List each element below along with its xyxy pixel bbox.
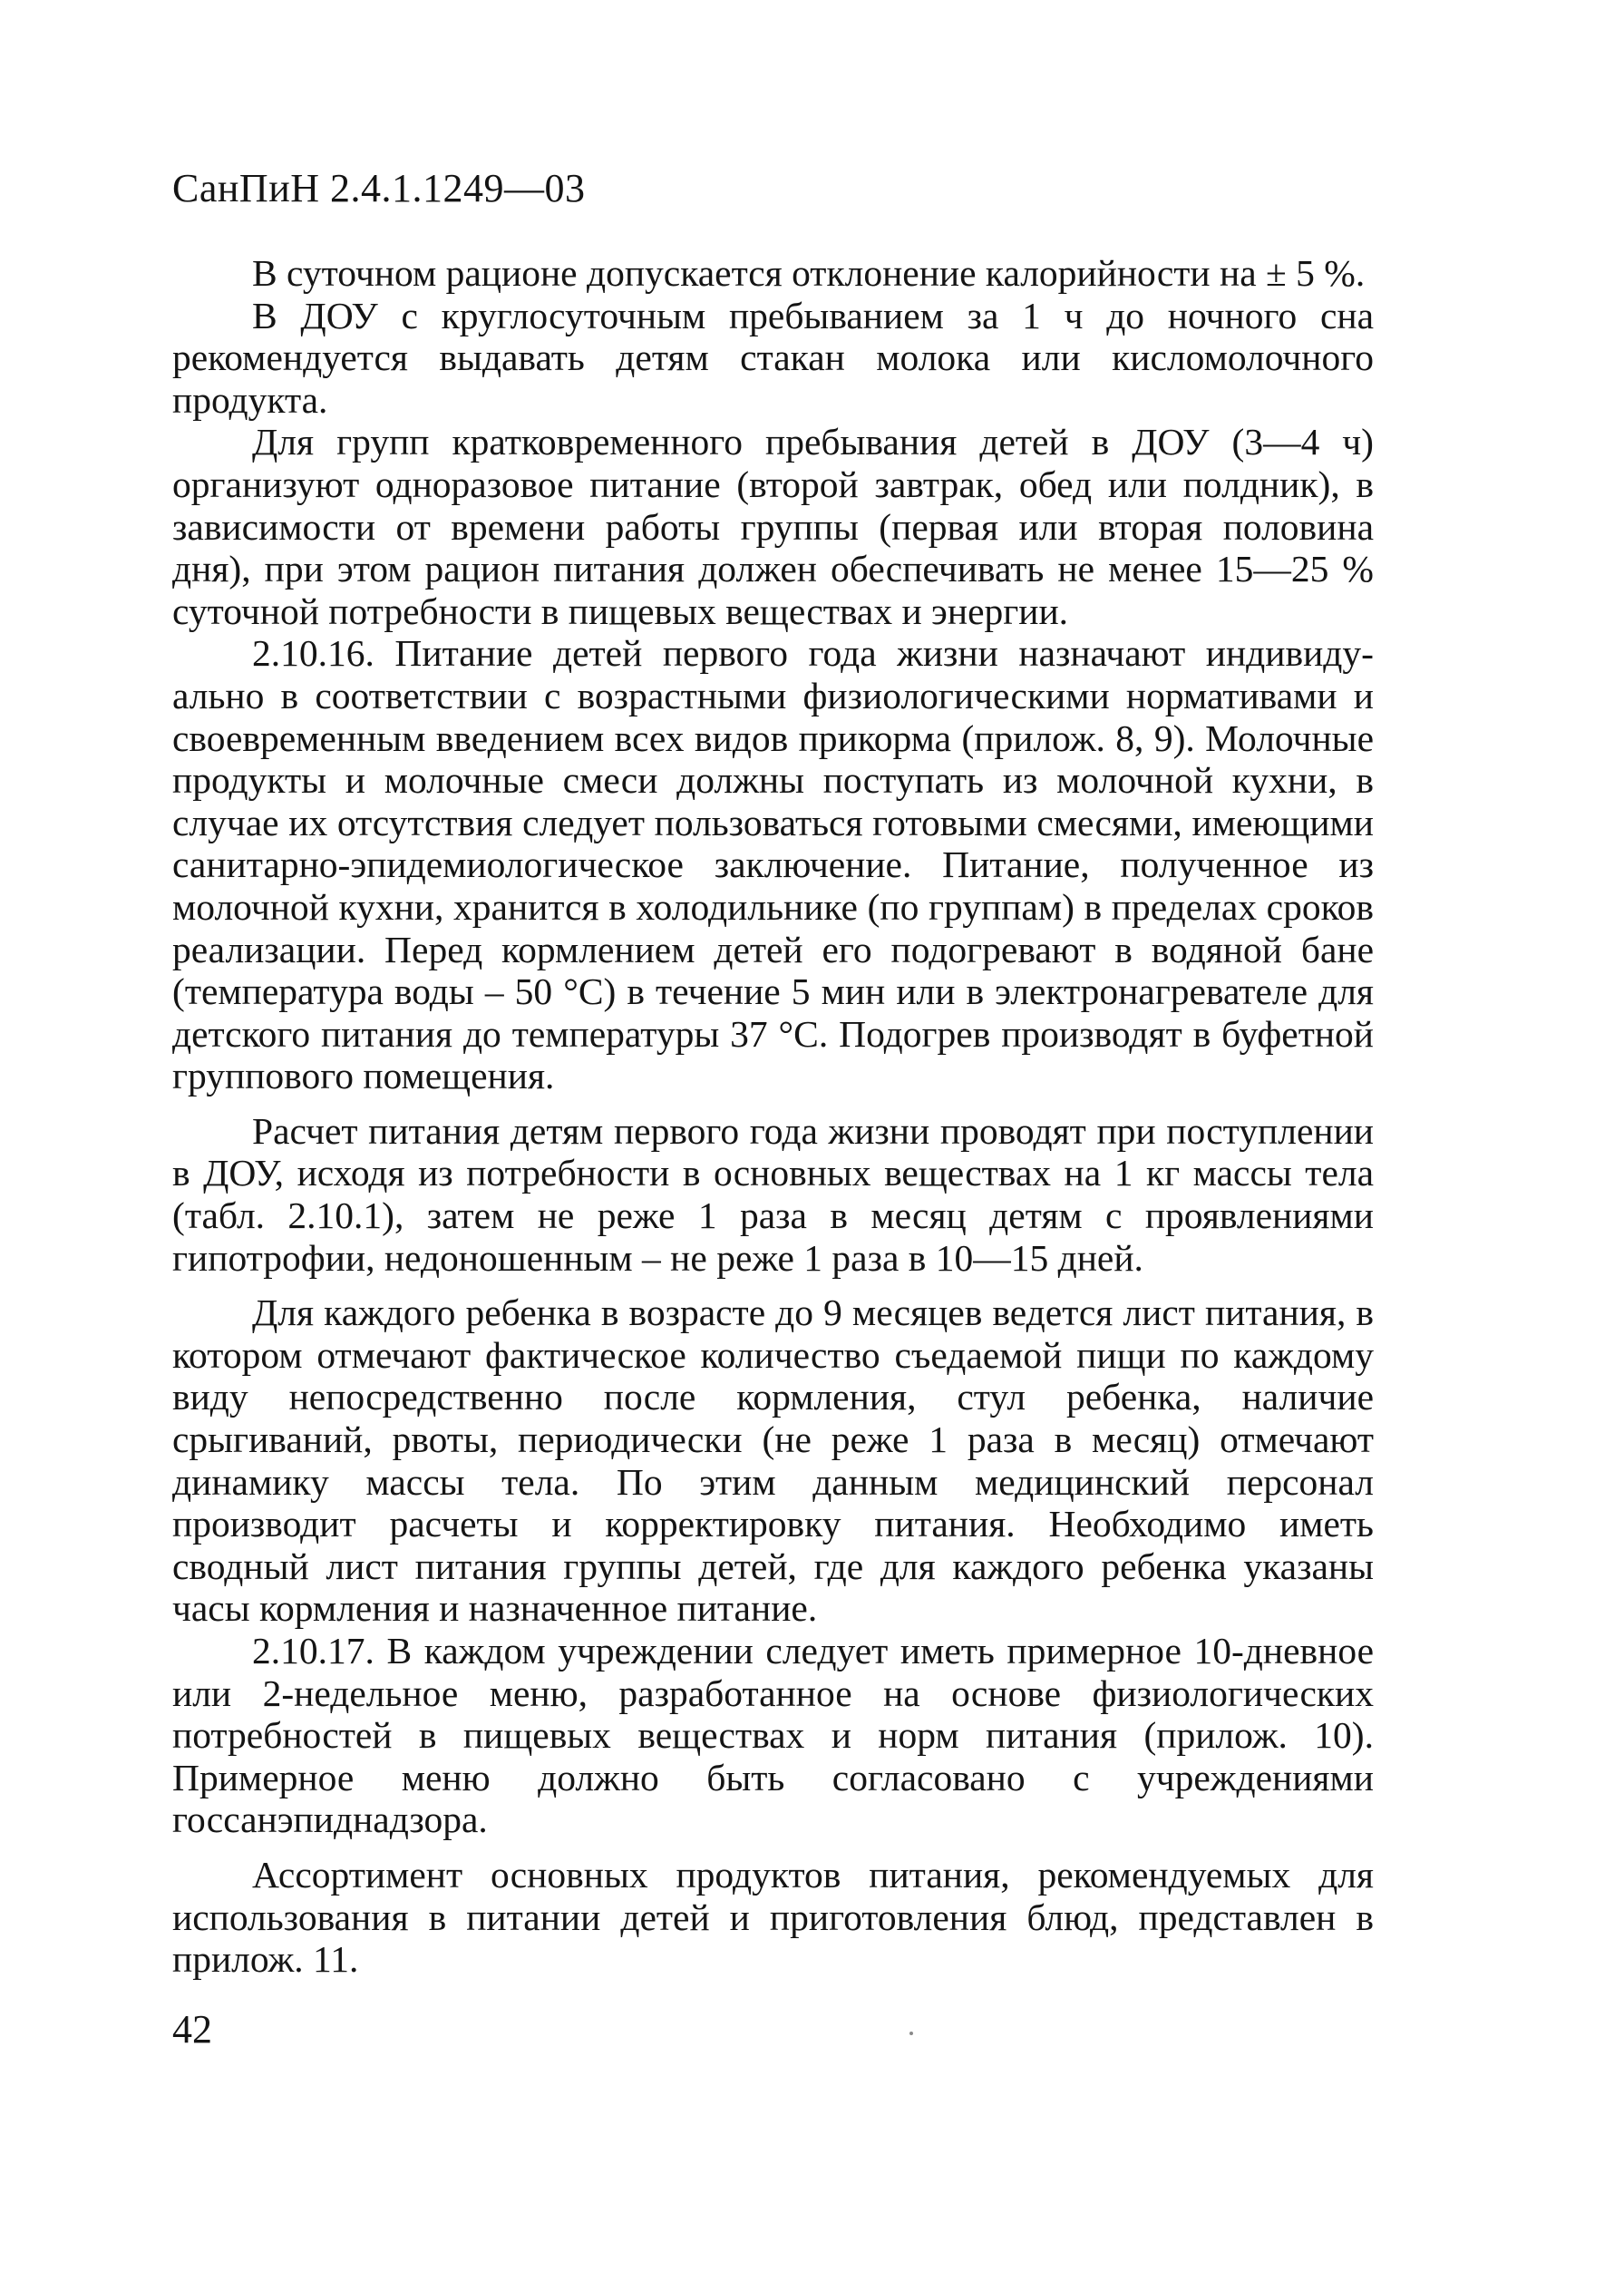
paragraph: В ДОУ с круглосуточным пребыванием за 1 ч до ночного сна рекомендуется выдавать детям стакан молока или кисломолочного продукта.	[172, 294, 1374, 421]
paragraph: Расчет питания детям первого года жизни проводят при поступлении в ДОУ, исходя из потребности в основных веществах на 1 кг массы тела (табл. 2.10.1), затем не реже 1 раза в месяц детям с проявлениями гипотрофии, недоношенным – не реже 1 раза в 10—15 дней.	[172, 1109, 1374, 1279]
body-text	[172, 252, 1374, 1981]
paragraph: Ассортимент основных продуктов питания, рекомендуемых для использования в питании детей и приготовления блюд, представлен в прилож. 11.	[172, 1853, 1374, 1981]
page-number: 42	[172, 2007, 212, 2052]
running-head: СанПиН 2.4.1.1249—03	[172, 166, 586, 210]
paragraph: Для каждого ребенка в возрасте до 9 месяцев ведется лист питания, в котором отмечают фактическое количество съедаемой пищи по каждому виду непосредственно после кормления, стул ребенка, наличие срыгиваний, рвоты, периодически (не реже 1 раза в месяц) отмечают динамику массы тела. По этим данным медицинский персонал производит расчеты и корректировку питания. Необходимо иметь сводный лист питания группы детей, где для каждого ребенка указаны часы кормления и назначенное питание.	[172, 1291, 1374, 1630]
paragraph: 2.10.17. В каждом учреждении следует иметь примерное 10-дневное или 2-недельное меню, разработанное на основе физиологических потребностей в пищевых веществах и норм питания (прилож. 10). Примерное меню должно быть согласовано с учреждениями госсанэпиднадзора.	[172, 1630, 1374, 1841]
scan-speck	[909, 2032, 913, 2035]
paragraph: Для групп кратковременного пребывания детей в ДОУ (3—4 ч) организуют одноразовое питание (второй завтрак, обед или полдник), в зависимости от времени работы группы (первая или вторая половина дня), при этом рацион питания должен обеспечивать не менее 15—25 % суточной потребности в пищевых веществах и энергии.	[172, 421, 1374, 632]
paragraph: В суточном рационе допускается отклонение калорийности на ± 5 %.	[252, 252, 1366, 294]
paragraph: 2.10.16. Питание детей первого года жизни назначают индивидуально в соответствии с возрастными физиологическими нормативами и своевременным введением всех видов прикорма (прилож. 8, 9). Молочные продукты и молочные смеси должны поступать из молочной кухни, в случае их отсутствия следует пользоваться готовыми смесями, имеющими санитарно-эпидемиологическое заключение. Питание, полученное из молочной кухни, хранится в холодильнике (по группам) в пределах сроков реализации. Перед кормлением детей его подогревают в водяной бане (температура воды – 50 °С) в течение 5 мин или в электронагревателе для детского питания до температуры 37 °С. Подогрев производят в буфетной группового помещения.	[172, 632, 1374, 1097]
